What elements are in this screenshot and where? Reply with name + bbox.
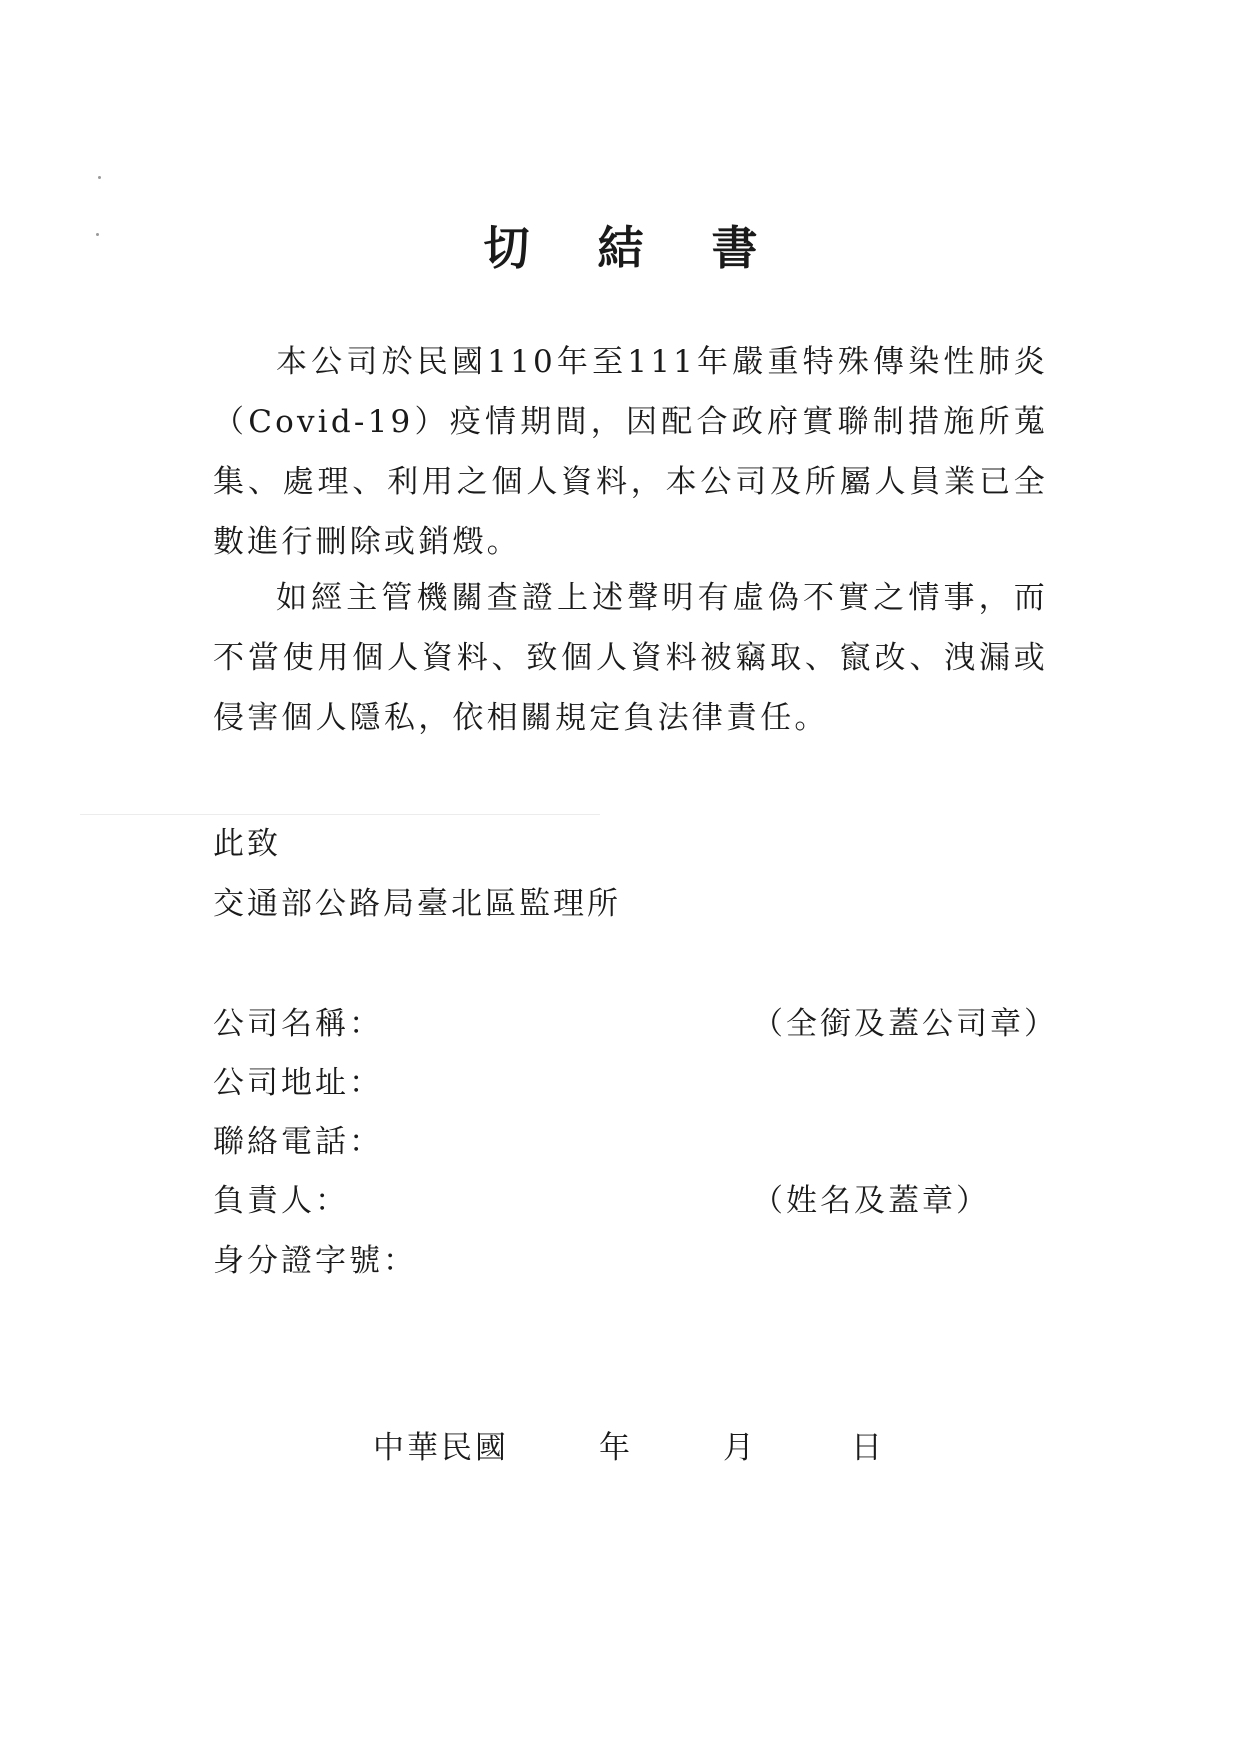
id-number-label: 身分證字號：: [213, 1243, 417, 1279]
scan-line: [80, 814, 600, 815]
scan-speck: [98, 176, 101, 179]
date-year-unit: 年: [599, 1430, 633, 1466]
declaration-paragraph-1-text: 本公司於民國110年至111年嚴重特殊傳染性肺炎（Covid-19）疫情期間，因配合政府實聯制措施所蒐集、處理、利用之個人資料，本公司及所屬人員業已全數進行刪除或銷燬。: [213, 344, 1048, 560]
personal-seal-note: （姓名及蓋章）: [752, 1183, 990, 1219]
date-era: 中華民國: [373, 1430, 509, 1466]
date-day-unit: 日: [851, 1430, 885, 1466]
date-month-unit: 月: [723, 1430, 757, 1466]
company-name-label: 公司名稱：: [213, 1006, 383, 1042]
declaration-paragraph-2-text: 如經主管機關查證上述聲明有虛偽不實之情事，而不當使用個人資料、致個人資料被竊取、竄改、洩漏或侵害個人隱私，依相關規定負法律責任。: [213, 580, 1048, 736]
company-address-label: 公司地址：: [213, 1065, 383, 1101]
responsible-person-label: 負責人：: [213, 1183, 349, 1219]
document-title: 切 結 書: [483, 221, 784, 275]
declaration-paragraph-2: [213, 568, 1048, 748]
declaration-paragraph-1: [213, 332, 1048, 572]
company-seal-note: （全銜及蓋公司章）: [752, 1006, 1058, 1042]
contact-phone-label: 聯絡電話：: [213, 1124, 383, 1160]
recipient: 交通部公路局臺北區監理所: [213, 886, 621, 922]
salutation: 此致: [213, 826, 281, 862]
